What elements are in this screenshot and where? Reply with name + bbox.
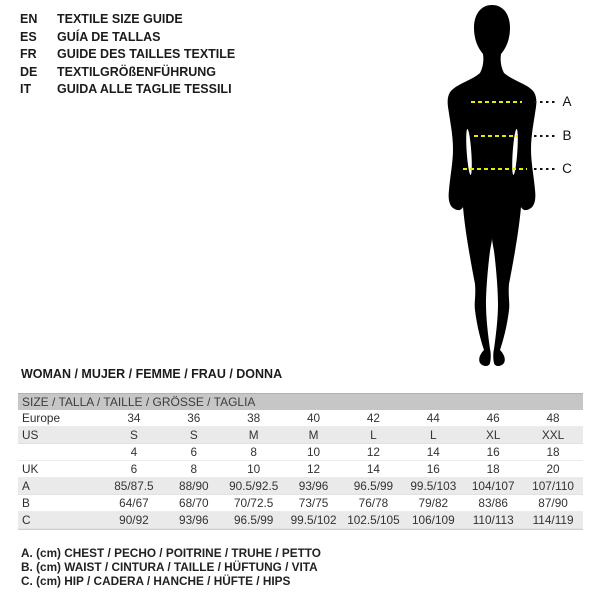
lang-row-de [20, 64, 235, 82]
table-cell: 64/67 [119, 496, 149, 510]
measure-label-b: B [562, 128, 572, 143]
table-row-waist-b [18, 495, 583, 512]
row-label: C [22, 513, 31, 527]
lang-label: GUIDA ALLE TAGLIE TESSILI [57, 82, 232, 96]
table-cell: 70/72.5 [234, 496, 274, 510]
table-row-hip-c [18, 512, 583, 529]
table-cell: 18 [546, 445, 560, 459]
table-cell: 102.5/105 [347, 513, 400, 527]
lang-label: TEXTILGRÖßENFÜHRUNG [57, 64, 217, 79]
lang-code: EN [20, 12, 38, 26]
lang-label: GUÍA DE TALLAS [57, 29, 161, 44]
table-cell: 96.5/99 [353, 479, 394, 493]
lang-code: DE [20, 64, 38, 79]
table-cell: 48 [546, 411, 560, 425]
table-cell: 14 [426, 445, 440, 459]
table-cell: 12 [307, 462, 321, 476]
lang-row-fr [20, 46, 235, 64]
table-cell: 93/96 [179, 513, 209, 527]
lang-row-en [20, 11, 235, 29]
table-cell: 96.5/99 [234, 513, 274, 527]
table-cell: 79/82 [418, 496, 449, 510]
table-cell: 83/86 [478, 496, 508, 510]
table-cell: 20 [546, 462, 560, 476]
table-cell: 90/92 [119, 513, 149, 527]
table-cell: M [308, 428, 319, 442]
table-cell: 34 [127, 411, 141, 425]
table-cell: 46 [486, 411, 500, 425]
table-row-uk [18, 461, 583, 478]
row-label: US [22, 428, 39, 442]
table-cell: 12 [366, 445, 380, 459]
table-cell: L [430, 428, 437, 442]
woman-silhouette-icon [430, 0, 585, 375]
language-guide [20, 11, 235, 99]
row-label: A [22, 479, 30, 493]
row-label: B [22, 496, 30, 510]
table-row-europe [18, 410, 583, 427]
table-cell: 8 [190, 462, 198, 476]
table-cell: 42 [366, 411, 380, 425]
table-cell: 16 [426, 462, 440, 476]
table-cell: 68/70 [179, 496, 209, 510]
table-row-us-numeric [18, 444, 583, 461]
table-cell: 85/87.5 [114, 479, 154, 493]
size-table-header: SIZE / TALLA / TAILLE / GRÖSSE / TAGLIA [18, 393, 583, 410]
table-cell: 93/96 [298, 479, 329, 493]
table-cell: 99.5/102 [290, 513, 337, 527]
table-cell: 44 [426, 411, 440, 425]
lang-label: GUIDE DES TAILLES TEXTILE [57, 47, 236, 61]
table-cell: 6 [130, 462, 138, 476]
legend-hip: C. (cm) HIP / CADERA / HANCHE / HÜFTE / HIPS [21, 574, 291, 589]
size-table [18, 393, 583, 530]
table-cell: 14 [366, 462, 380, 476]
lang-row-it [20, 81, 235, 99]
table-cell: S [130, 428, 138, 442]
table-cell: 4 [130, 445, 138, 459]
table-cell: XL [485, 428, 501, 442]
table-cell: 114/119 [532, 513, 574, 527]
table-cell: 90.5/92.5 [229, 479, 279, 493]
table-cell: 36 [187, 411, 201, 425]
table-cell: 73/75 [298, 496, 329, 510]
table-cell: 76/78 [358, 496, 389, 510]
table-cell: 40 [307, 411, 321, 425]
size-figure [430, 0, 585, 375]
table-cell: 38 [247, 411, 261, 425]
legend-waist: B. (cm) WAIST / CINTURA / TAILLE / HÜFTUNG / VITA [21, 560, 318, 575]
table-cell: 8 [250, 445, 257, 459]
table-cell: 16 [486, 445, 500, 459]
lang-code: ES [20, 29, 37, 44]
row-label [18, 444, 104, 460]
table-row-chest-a [18, 478, 583, 495]
table-cell: 18 [486, 462, 500, 476]
table-cell: 87/90 [538, 496, 568, 510]
table-cell: 99.5/103 [410, 479, 457, 493]
table-cell: 10 [247, 462, 261, 476]
row-label: UK [22, 462, 39, 476]
section-title: WOMAN / MUJER / FEMME / FRAU / DONNA [21, 367, 283, 381]
table-cell: 106/109 [411, 513, 455, 527]
lang-row-es [20, 29, 235, 47]
table-cell: XXL [541, 428, 565, 442]
table-cell: M [248, 428, 259, 442]
table-cell: L [370, 428, 377, 442]
measure-label-c: C [562, 161, 572, 176]
legend-chest: A. (cm) CHEST / PECHO / POITRINE / TRUHE / PETTO [21, 546, 321, 560]
measure-label-a: A [562, 94, 572, 109]
measurement-legend [21, 546, 321, 589]
table-cell: 6 [190, 445, 198, 459]
table-cell: 104/107 [471, 479, 515, 493]
lang-code: FR [20, 47, 37, 61]
row-label: Europe [22, 411, 61, 425]
lang-label: TEXTILE SIZE GUIDE [57, 12, 183, 26]
table-cell: S [189, 428, 198, 442]
table-cell: 110/113 [472, 513, 514, 527]
table-cell: 88/90 [179, 479, 209, 493]
table-cell: 10 [307, 445, 321, 459]
table-cell: 107/110 [532, 479, 574, 493]
table-row-us [18, 427, 583, 444]
lang-code: IT [20, 82, 32, 96]
